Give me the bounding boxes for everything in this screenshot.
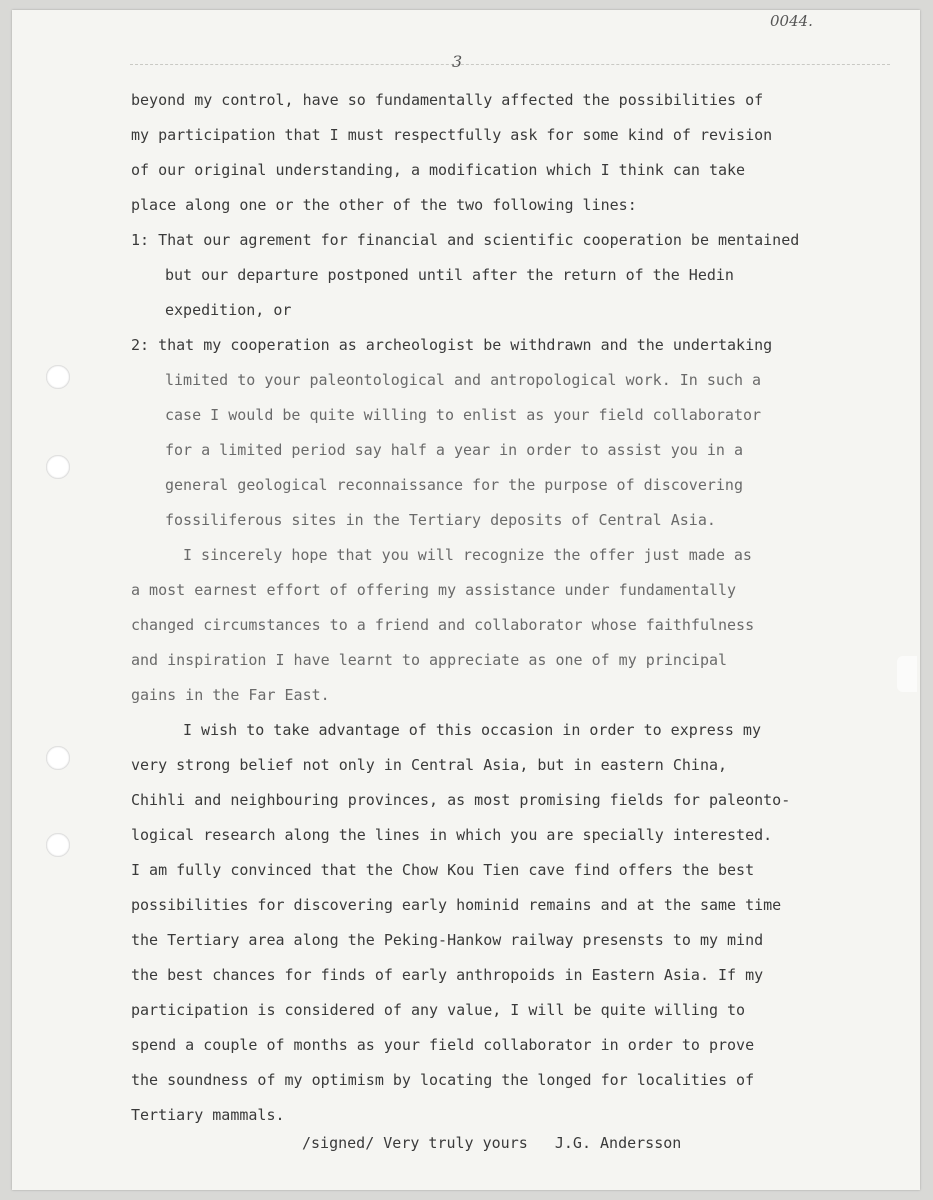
body-line: 2: that my cooperation as archeologist be withdrawn and the undertaking	[131, 336, 773, 354]
body-line: spend a couple of months as your field collaborator in order to prove	[131, 1036, 755, 1054]
body-line: fossiliferous sites in the Tertiary deposits of Central Asia.	[165, 511, 716, 529]
body-line: the best chances for finds of early anthropoids in Eastern Asia. If my	[131, 966, 764, 984]
paper-edge-tab	[897, 656, 917, 692]
body-line: but our departure postponed until after the return of the Hedin	[165, 266, 734, 284]
body-line: for a limited period say half a year in order to assist you in a	[165, 441, 743, 459]
body-line: a most earnest effort of offering my assistance under fundamentally	[131, 581, 737, 599]
header-rule	[130, 64, 890, 65]
body-line: expedition, or	[165, 301, 292, 319]
body-line: and inspiration I have learnt to appreciate as one of my principal	[131, 651, 728, 669]
body-line: Chihli and neighbouring provinces, as most promising fields for paleonto-	[131, 791, 791, 809]
body-line: the soundness of my optimism by locating the longed for localities of	[131, 1071, 755, 1089]
body-line: participation is considered of any value, I will be quite willing to	[131, 1001, 746, 1019]
body-line: I wish to take advantage of this occasion in order to express my	[183, 721, 761, 739]
body-line: general geological reconnaissance for the purpose of discovering	[165, 476, 743, 494]
body-line: possibilities for discovering early hominid remains and at the same time	[131, 896, 782, 914]
punch-hole-1	[46, 365, 70, 389]
punch-hole-2	[46, 455, 70, 479]
archive-number: 0044.	[770, 12, 813, 30]
page-number: 3	[452, 52, 463, 71]
body-line: my participation that I must respectfully ask for some kind of revision	[131, 126, 773, 144]
body-line: place along one or the other of the two following lines:	[131, 196, 637, 214]
body-line: very strong belief not only in Central Asia, but in eastern China,	[131, 756, 728, 774]
body-line: changed circumstances to a friend and collaborator whose faithfulness	[131, 616, 755, 634]
body-line: 1: That our agrement for financial and scientific cooperation be mentained	[131, 231, 800, 249]
punch-hole-3	[46, 746, 70, 770]
body-line: of our original understanding, a modification which I think can take	[131, 161, 746, 179]
body-line: Tertiary mammals.	[131, 1106, 285, 1124]
body-line: I sincerely hope that you will recognize the offer just made as	[183, 546, 752, 564]
body-line: gains in the Far East.	[131, 686, 330, 704]
signature-line: /signed/ Very truly yours J.G. Andersson	[302, 1134, 682, 1152]
punch-hole-4	[46, 833, 70, 857]
body-line: limited to your paleontological and antropological work. In such a	[165, 371, 762, 389]
body-line: beyond my control, have so fundamentally affected the possibilities of	[131, 91, 764, 109]
body-line: case I would be quite willing to enlist as your field collaborator	[165, 406, 762, 424]
body-line: logical research along the lines in which you are specially interested.	[131, 826, 773, 844]
body-line: the Tertiary area along the Peking-Hankow railway presensts to my mind	[131, 931, 764, 949]
body-line: I am fully convinced that the Chow Kou Tien cave find offers the best	[131, 861, 755, 879]
